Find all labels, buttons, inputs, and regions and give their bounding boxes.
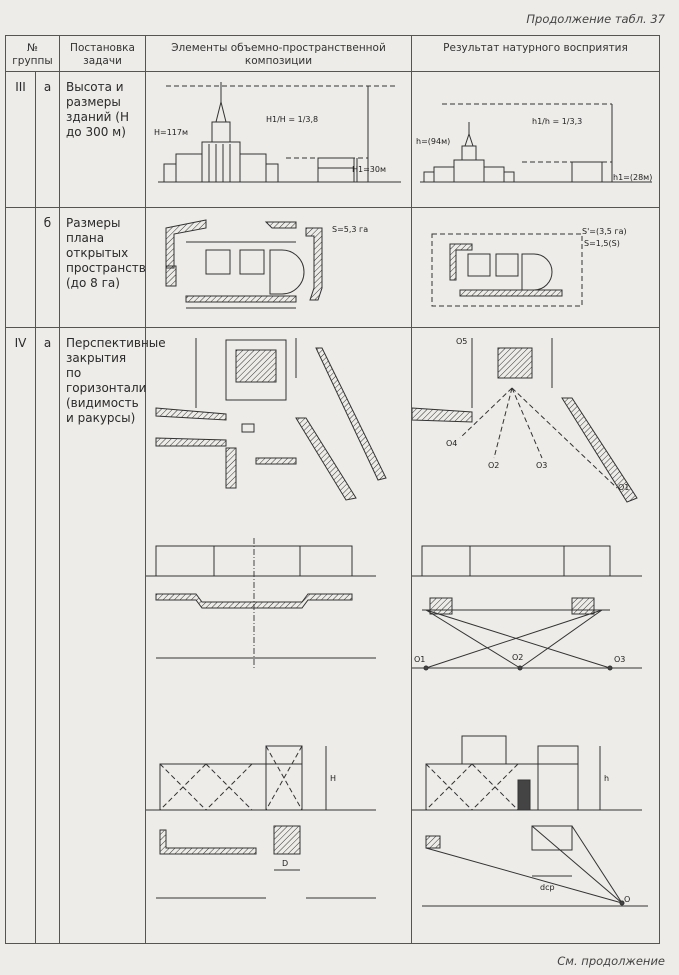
- continuation-footer: См. продолжение: [557, 954, 665, 968]
- column-header-group: № группы: [6, 36, 60, 72]
- viewpoint-label: O4: [446, 439, 458, 448]
- distance-dim-label: D: [282, 859, 289, 868]
- subgroup-letter: а: [36, 328, 60, 944]
- perceived-perspective-drawings: [412, 328, 660, 944]
- viewpoint-label: O3: [614, 655, 626, 664]
- table-row: [6, 72, 660, 208]
- area-label: S=5,3 га: [332, 225, 369, 234]
- height-elevation-drawing: [146, 72, 412, 208]
- viewpoint-label: O3: [536, 461, 548, 470]
- task-description: Высота и размеры зданий (Н до 300 м): [60, 72, 146, 208]
- perceived-ratio-label: h1/h = 1/3,3: [532, 117, 583, 126]
- viewpoint-label: O1: [618, 483, 630, 492]
- small-height-label: H1=30м: [352, 165, 387, 174]
- mean-distance-label: dср: [540, 883, 555, 892]
- table-header-row: [6, 36, 660, 72]
- table-row: [6, 208, 660, 328]
- column-header-elements: Элементы объемно-пространственной композиции: [146, 36, 412, 72]
- perceived-area-ratio-label: S=1,5(S): [584, 239, 620, 248]
- perceived-small-height-label: h1=(28м): [613, 173, 653, 182]
- viewpoint-label: O2: [488, 461, 500, 470]
- table-row: [6, 328, 660, 944]
- group-number: IV: [6, 328, 36, 944]
- column-header-result: Результат натурного восприятия: [412, 36, 660, 72]
- plan-area-drawing: [146, 208, 412, 328]
- continuation-note: Продолжение табл. 37: [526, 12, 665, 26]
- composition-table: [5, 35, 660, 944]
- perspective-closure-drawings: [146, 328, 412, 944]
- perceived-height-dim-label: h: [604, 774, 610, 783]
- viewpoint-label: O1: [414, 655, 426, 664]
- column-header-task: Постановка задачи: [60, 36, 146, 72]
- task-description: Размеры плана открытых пространств (до 8 га): [60, 208, 146, 328]
- viewpoint-label: O5: [456, 337, 468, 346]
- viewpoint-label: O: [624, 895, 631, 904]
- task-description: Перспективные закрытия по горизонтали (видимость и ракурсы): [60, 328, 146, 944]
- perceived-plan-area-drawing: [412, 208, 660, 328]
- height-dim-label: H: [330, 774, 337, 783]
- perceived-area-label: S'=(3,5 га): [582, 227, 627, 236]
- perceived-height-drawing: [412, 72, 660, 208]
- subgroup-letter: а: [36, 72, 60, 208]
- viewpoint-label: O2: [512, 653, 524, 662]
- ratio-label: H1/H = 1/3,8: [266, 115, 319, 124]
- group-number: III: [6, 72, 36, 208]
- height-label: H=117м: [154, 128, 189, 137]
- perceived-height-label: h=(94м): [416, 137, 451, 146]
- group-number: [6, 208, 36, 328]
- subgroup-letter: б: [36, 208, 60, 328]
